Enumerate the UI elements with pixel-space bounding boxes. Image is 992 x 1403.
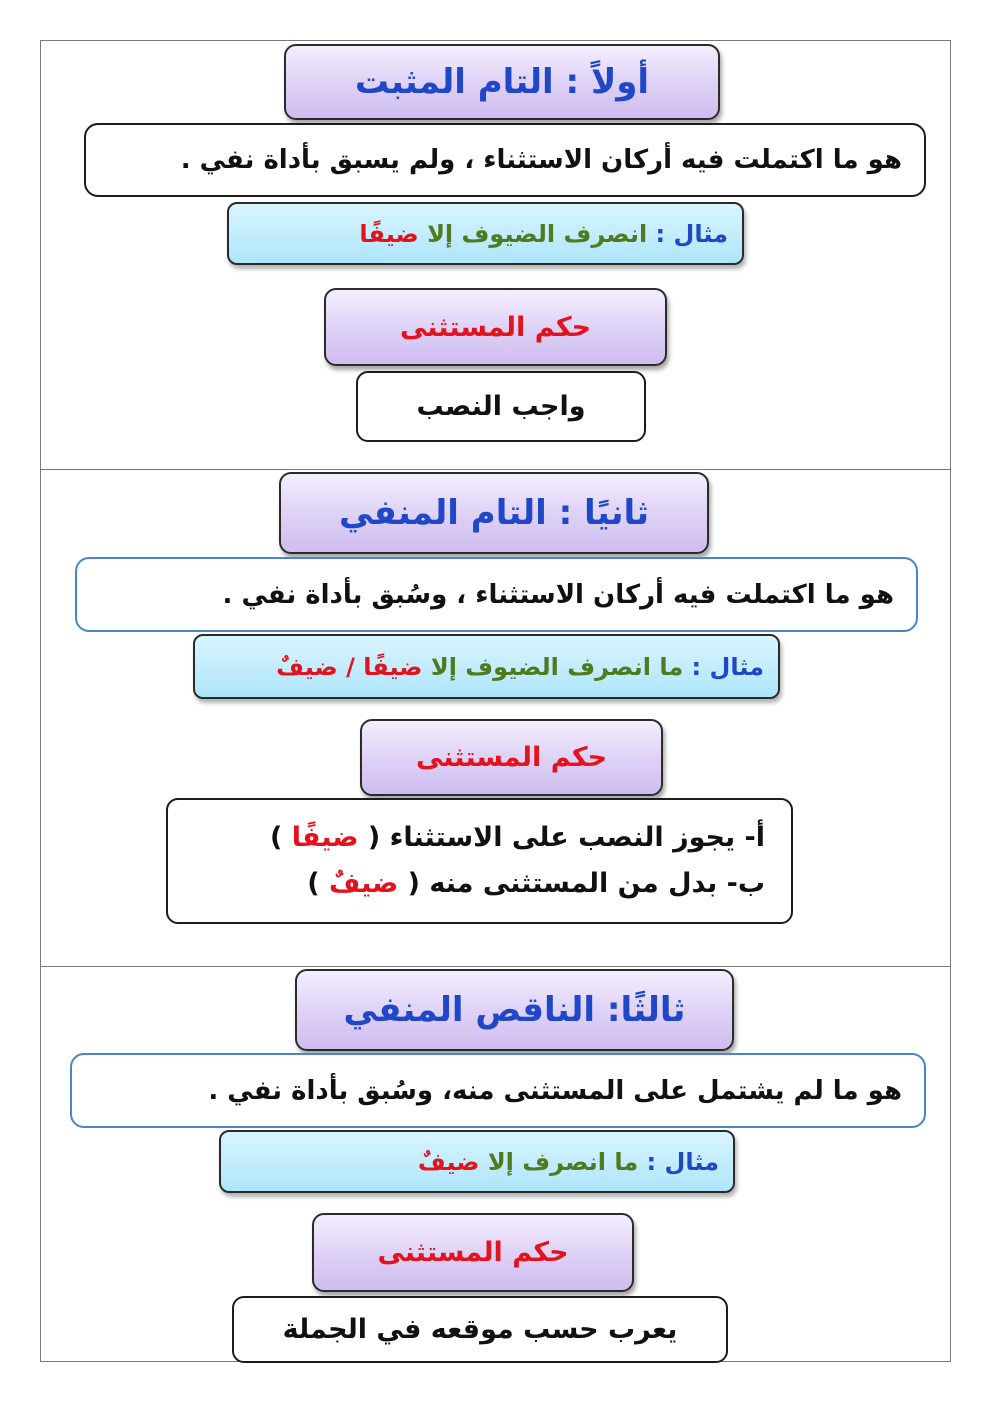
example-label: مثال :: [691, 652, 764, 681]
rule-line-a: [270, 815, 765, 861]
rule-title-text: حكم المستثنى: [377, 1237, 569, 1268]
section-3-title-text: ثالثًا: الناقص المنفي: [343, 990, 686, 1030]
example-text: انصرف الضيوف إلا: [427, 219, 648, 248]
section-2-title: [279, 472, 709, 554]
rule-title-text: حكم المستثنى: [415, 742, 608, 773]
section-1-definition: [84, 123, 926, 197]
rule-line-text: ب- بدل من المستثنى منه (: [407, 868, 765, 899]
rule-text: يعرب حسب موقعه في الجملة: [282, 1314, 678, 1345]
rule-title-text: حكم المستثنى: [399, 311, 592, 343]
rule-line-close: ): [269, 822, 283, 853]
section-2-rule: [166, 798, 793, 924]
section-1-title-text: أولاً : التام المثبت: [354, 62, 650, 102]
section-divider: [40, 469, 951, 470]
rule-line-text: أ- يجوز النصب على الاستثناء (: [367, 822, 765, 853]
section-1-rule-title: [324, 288, 667, 366]
section-divider: [40, 966, 951, 967]
rule-line-highlight: ضيفًا: [291, 822, 359, 853]
section-2-definition-text: هو ما اكتملت فيه أركان الاستثناء ، وسُبق بأداة نفي .: [222, 579, 894, 610]
section-3-rule: [232, 1296, 728, 1363]
section-2-definition: [75, 557, 918, 632]
example-highlight: ضيفًا / ضيفٌ: [276, 652, 423, 681]
rule-line-highlight: ضيفٌ: [328, 868, 399, 899]
rule-text: واجب النصب: [416, 391, 586, 422]
rule-line-close: ): [307, 868, 320, 899]
section-3-example: [219, 1130, 735, 1193]
example-text: ما انصرف الضيوف إلا: [430, 652, 684, 681]
rule-line-b: [307, 861, 765, 907]
example-label: مثال :: [655, 219, 728, 248]
section-3-definition-text: هو ما لم يشتمل على المستثنى منه، وسُبق بأداة نفي .: [208, 1075, 902, 1106]
section-3-title: [295, 969, 734, 1051]
section-1-rule: [356, 371, 646, 442]
example-highlight: ضيفٌ: [417, 1147, 480, 1176]
example-label: مثال :: [646, 1147, 719, 1176]
section-1-definition-text: هو ما اكتملت فيه أركان الاستثناء ، ولم يسبق بأداة نفي .: [180, 145, 902, 175]
section-3-definition: [70, 1053, 926, 1128]
section-3-rule-title: [312, 1213, 634, 1292]
section-2-example: [193, 634, 780, 699]
section-2-rule-title: [360, 719, 663, 796]
section-2-title-text: ثانيًا : التام المنفي: [339, 493, 650, 533]
section-1-title: [284, 44, 720, 120]
example-highlight: ضيفًا: [359, 219, 419, 248]
example-text: ما انصرف إلا: [487, 1147, 639, 1176]
section-1-example: [227, 202, 744, 265]
